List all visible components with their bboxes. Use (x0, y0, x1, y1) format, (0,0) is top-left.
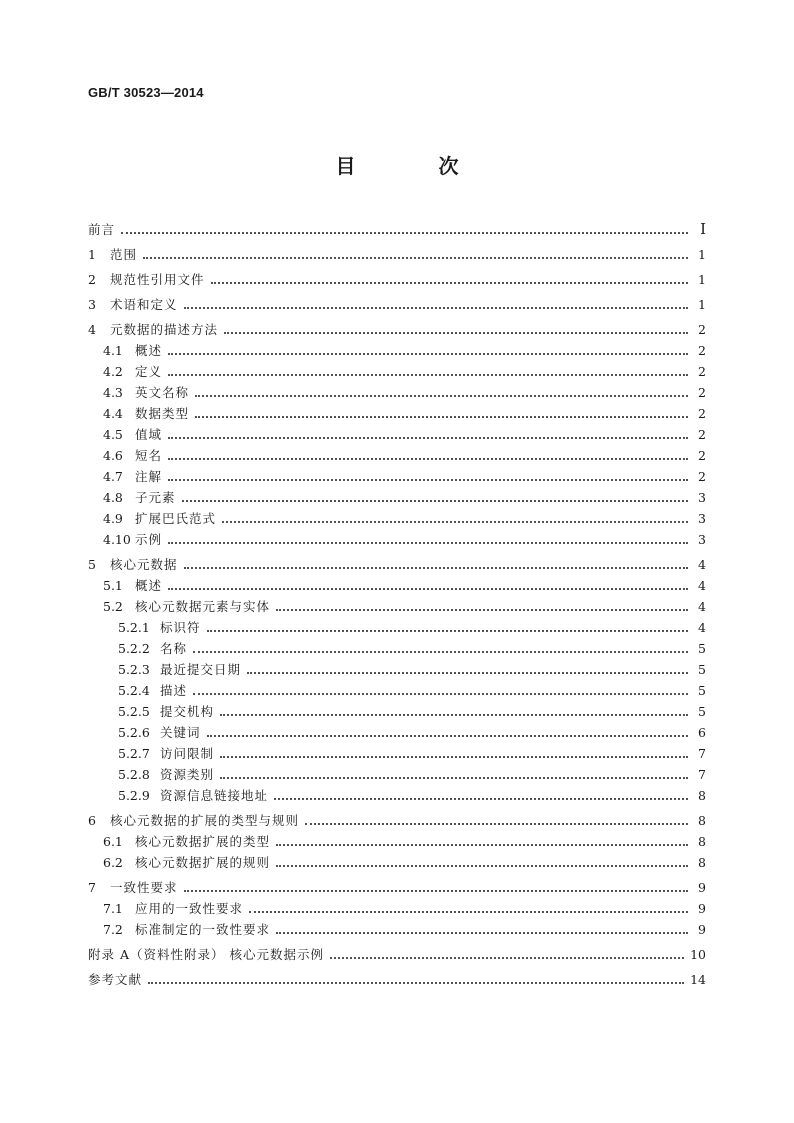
toc-entry-number: 4.7 (103, 469, 123, 484)
toc-entry[interactable] (88, 340, 706, 361)
dot-leader (168, 479, 688, 481)
toc-entry[interactable] (88, 268, 706, 290)
toc-entry[interactable] (88, 638, 706, 659)
dot-leader (224, 332, 688, 334)
toc-entry-title: 前言 (88, 222, 116, 237)
toc-entry-title: 标准制定的一致性要求 (135, 922, 271, 937)
toc-entry-title: 扩展巴氏范式 (135, 511, 217, 526)
toc-entry-title: 资源信息链接地址 (160, 788, 269, 803)
toc-entry[interactable] (88, 617, 706, 638)
dot-leader (184, 567, 688, 569)
toc-page-number: 2 (698, 448, 706, 463)
dot-leader (168, 588, 688, 590)
dot-leader (274, 798, 688, 800)
toc-entry-number: 6.2 (103, 855, 123, 870)
toc-entry-title: 值域 (135, 427, 163, 442)
dot-leader (168, 353, 688, 355)
dot-leader (207, 630, 688, 632)
toc-page-number: 8 (698, 813, 706, 828)
toc-page-number: 4 (698, 578, 706, 593)
toc-entry[interactable] (88, 852, 706, 873)
toc-entry-title: 名称 (160, 641, 188, 656)
dot-leader (220, 756, 688, 758)
toc-entry[interactable] (88, 218, 706, 240)
toc-entry-number: 5.2.2 (118, 641, 150, 656)
toc-entry-number: 4 (88, 322, 96, 337)
toc-entry[interactable] (88, 743, 706, 764)
toc-entry-title: 附录 A（资料性附录） 核心元数据示例 (88, 947, 324, 962)
toc-entry[interactable] (88, 487, 706, 508)
toc-entry[interactable] (88, 424, 706, 445)
toc-entry[interactable] (88, 876, 706, 898)
toc-entry-number: 4.6 (103, 448, 123, 463)
toc-page-number: 9 (698, 901, 706, 916)
toc-entry[interactable] (88, 785, 706, 806)
toc-entry[interactable] (88, 293, 706, 315)
toc-entry-title: 访问限制 (160, 746, 215, 761)
toc-entry[interactable] (88, 722, 706, 743)
toc-page-number: 9 (698, 922, 706, 937)
toc-page-number: 6 (698, 725, 706, 740)
toc-page-number: 2 (698, 322, 706, 337)
toc-entry[interactable] (88, 943, 706, 965)
toc-entry-number: 7.2 (103, 922, 123, 937)
toc-entry-number: 7.1 (103, 901, 123, 916)
dot-leader (207, 735, 688, 737)
toc-entry-number: 7 (88, 880, 96, 895)
dot-leader (184, 890, 688, 892)
toc-page-number: 5 (698, 641, 706, 656)
toc-page-number: 2 (698, 364, 706, 379)
toc-entry-title: 短名 (135, 448, 163, 463)
toc-entry[interactable] (88, 529, 706, 550)
toc-entry-number: 4.9 (103, 511, 123, 526)
dot-leader (182, 500, 688, 502)
toc-page-number: 2 (698, 469, 706, 484)
dot-leader (330, 957, 684, 959)
toc-entry-title: 术语和定义 (110, 297, 178, 312)
toc-entry[interactable] (88, 898, 706, 919)
toc-entry-number: 1 (88, 247, 96, 262)
toc-entry-number: 5.2.5 (118, 704, 150, 719)
toc-entry-number: 5.2.1 (118, 620, 150, 635)
toc-entry-number: 4.8 (103, 490, 123, 505)
toc-entry-title: 核心元数据元素与实体 (135, 599, 271, 614)
toc-entry-title: 关键词 (160, 725, 201, 740)
toc-entry-title: 定义 (135, 364, 163, 379)
toc-page-number: 5 (698, 704, 706, 719)
toc-entry[interactable] (88, 361, 706, 382)
toc-entry-number: 5.1 (103, 578, 123, 593)
toc-entry-number: 5 (88, 557, 96, 572)
toc-entry[interactable] (88, 680, 706, 701)
dot-leader (193, 693, 688, 695)
toc-entry[interactable] (88, 919, 706, 940)
toc-entry[interactable] (88, 701, 706, 722)
toc-entry-title: 描述 (160, 683, 188, 698)
toc-entry-title: 元数据的描述方法 (110, 322, 219, 337)
toc-entry-title: 注解 (135, 469, 163, 484)
toc-entry-title: 应用的一致性要求 (135, 901, 244, 916)
toc-entry-title: 英文名称 (135, 385, 190, 400)
dot-leader (195, 395, 688, 397)
toc-entry-title: 参考文献 (88, 972, 143, 987)
toc-page-number: 2 (698, 343, 706, 358)
dot-leader (211, 282, 688, 284)
toc-page-number: 2 (698, 427, 706, 442)
dot-leader (276, 844, 688, 846)
toc-entry-title: 标识符 (160, 620, 201, 635)
toc-entry-number: 4.2 (103, 364, 123, 379)
toc-page-number: 8 (698, 855, 706, 870)
toc-entry-number: 6 (88, 813, 96, 828)
toc-page-number: 2 (698, 385, 706, 400)
toc-entry-title: 示例 (135, 532, 163, 547)
toc-entry[interactable] (88, 318, 706, 340)
dot-leader (148, 982, 684, 984)
toc-entry[interactable] (88, 466, 706, 487)
toc-page-number: 7 (698, 767, 706, 782)
toc-page-number: 5 (698, 662, 706, 677)
toc-page-number: 10 (690, 947, 706, 962)
toc-entry-title: 核心元数据的扩展的类型与规则 (110, 813, 300, 828)
toc-entry-number: 4.3 (103, 385, 123, 400)
dot-leader (249, 911, 688, 913)
toc-entry-number: 5.2.7 (118, 746, 150, 761)
dot-leader (193, 651, 688, 653)
toc-page-number: 1 (698, 272, 706, 287)
dot-leader (168, 437, 688, 439)
toc-entry-title: 数据类型 (135, 406, 190, 421)
toc-page-number: 14 (690, 972, 706, 987)
table-of-contents (88, 215, 706, 990)
dot-leader (168, 542, 688, 544)
toc-page-number: 4 (698, 620, 706, 635)
toc-entry-title: 资源类别 (160, 767, 215, 782)
toc-entry-number: 5.2.8 (118, 767, 150, 782)
toc-entry-number: 4.5 (103, 427, 123, 442)
toc-entry[interactable] (88, 831, 706, 852)
toc-entry[interactable] (88, 243, 706, 265)
dot-leader (220, 714, 688, 716)
standard-code: GB/T 30523—2014 (88, 85, 204, 100)
toc-entry-number: 5.2.6 (118, 725, 150, 740)
toc-page-number: 4 (698, 599, 706, 614)
toc-entry[interactable] (88, 809, 706, 831)
dot-leader (276, 932, 688, 934)
toc-page-number: 8 (698, 834, 706, 849)
toc-entry[interactable] (88, 403, 706, 424)
toc-entry-number: 4.10 (103, 532, 131, 547)
toc-page-number: 4 (698, 557, 706, 572)
toc-page-number: 2 (698, 406, 706, 421)
toc-page-number: 3 (698, 511, 706, 526)
toc-page-number: 3 (698, 532, 706, 547)
toc-entry[interactable] (88, 659, 706, 680)
dot-leader (184, 307, 688, 309)
toc-entry-title: 子元素 (135, 490, 176, 505)
dot-leader (168, 374, 688, 376)
toc-entry[interactable] (88, 764, 706, 785)
toc-entry-title: 范围 (110, 247, 138, 262)
toc-entry-number: 4.4 (103, 406, 123, 421)
toc-entry-number: 4.1 (103, 343, 123, 358)
toc-entry[interactable] (88, 508, 706, 529)
toc-entry-title: 核心元数据 (110, 557, 178, 572)
toc-entry[interactable] (88, 382, 706, 403)
dot-leader (220, 777, 688, 779)
toc-entry-title: 概述 (135, 578, 163, 593)
toc-entry[interactable] (88, 968, 706, 990)
toc-entry-title: 概述 (135, 343, 163, 358)
toc-entry[interactable] (88, 445, 706, 466)
toc-page-number: Ⅰ (700, 220, 706, 238)
toc-entry-title: 核心元数据扩展的规则 (135, 855, 271, 870)
dot-leader (305, 823, 688, 825)
dot-leader (168, 458, 688, 460)
toc-page-number: 7 (698, 746, 706, 761)
toc-entry-number: 5.2.4 (118, 683, 150, 698)
toc-page-number: 1 (698, 297, 706, 312)
toc-entry-number: 5.2.3 (118, 662, 150, 677)
page-title: 目 次 (335, 154, 497, 178)
toc-entry[interactable] (88, 596, 706, 617)
toc-page-number: 3 (698, 490, 706, 505)
toc-entry-number: 6.1 (103, 834, 123, 849)
dot-leader (247, 672, 688, 674)
toc-entry-number: 5.2 (103, 599, 123, 614)
dot-leader (276, 609, 688, 611)
dot-leader (222, 521, 688, 523)
dot-leader (121, 232, 688, 234)
toc-page-number: 1 (698, 247, 706, 262)
toc-entry-number: 2 (88, 272, 96, 287)
toc-entry-title: 核心元数据扩展的类型 (135, 834, 271, 849)
toc-entry-number: 3 (88, 297, 96, 312)
toc-entry-title: 一致性要求 (110, 880, 178, 895)
toc-entry-title: 最近提交日期 (160, 662, 242, 677)
dot-leader (276, 865, 688, 867)
toc-page-number: 9 (698, 880, 706, 895)
dot-leader (195, 416, 688, 418)
toc-entry-title: 规范性引用文件 (110, 272, 205, 287)
toc-entry[interactable] (88, 575, 706, 596)
toc-entry-number: 5.2.9 (118, 788, 150, 803)
toc-page-number: 5 (698, 683, 706, 698)
toc-page-number: 8 (698, 788, 706, 803)
toc-entry-title: 提交机构 (160, 704, 215, 719)
dot-leader (143, 257, 688, 259)
toc-entry[interactable] (88, 553, 706, 575)
